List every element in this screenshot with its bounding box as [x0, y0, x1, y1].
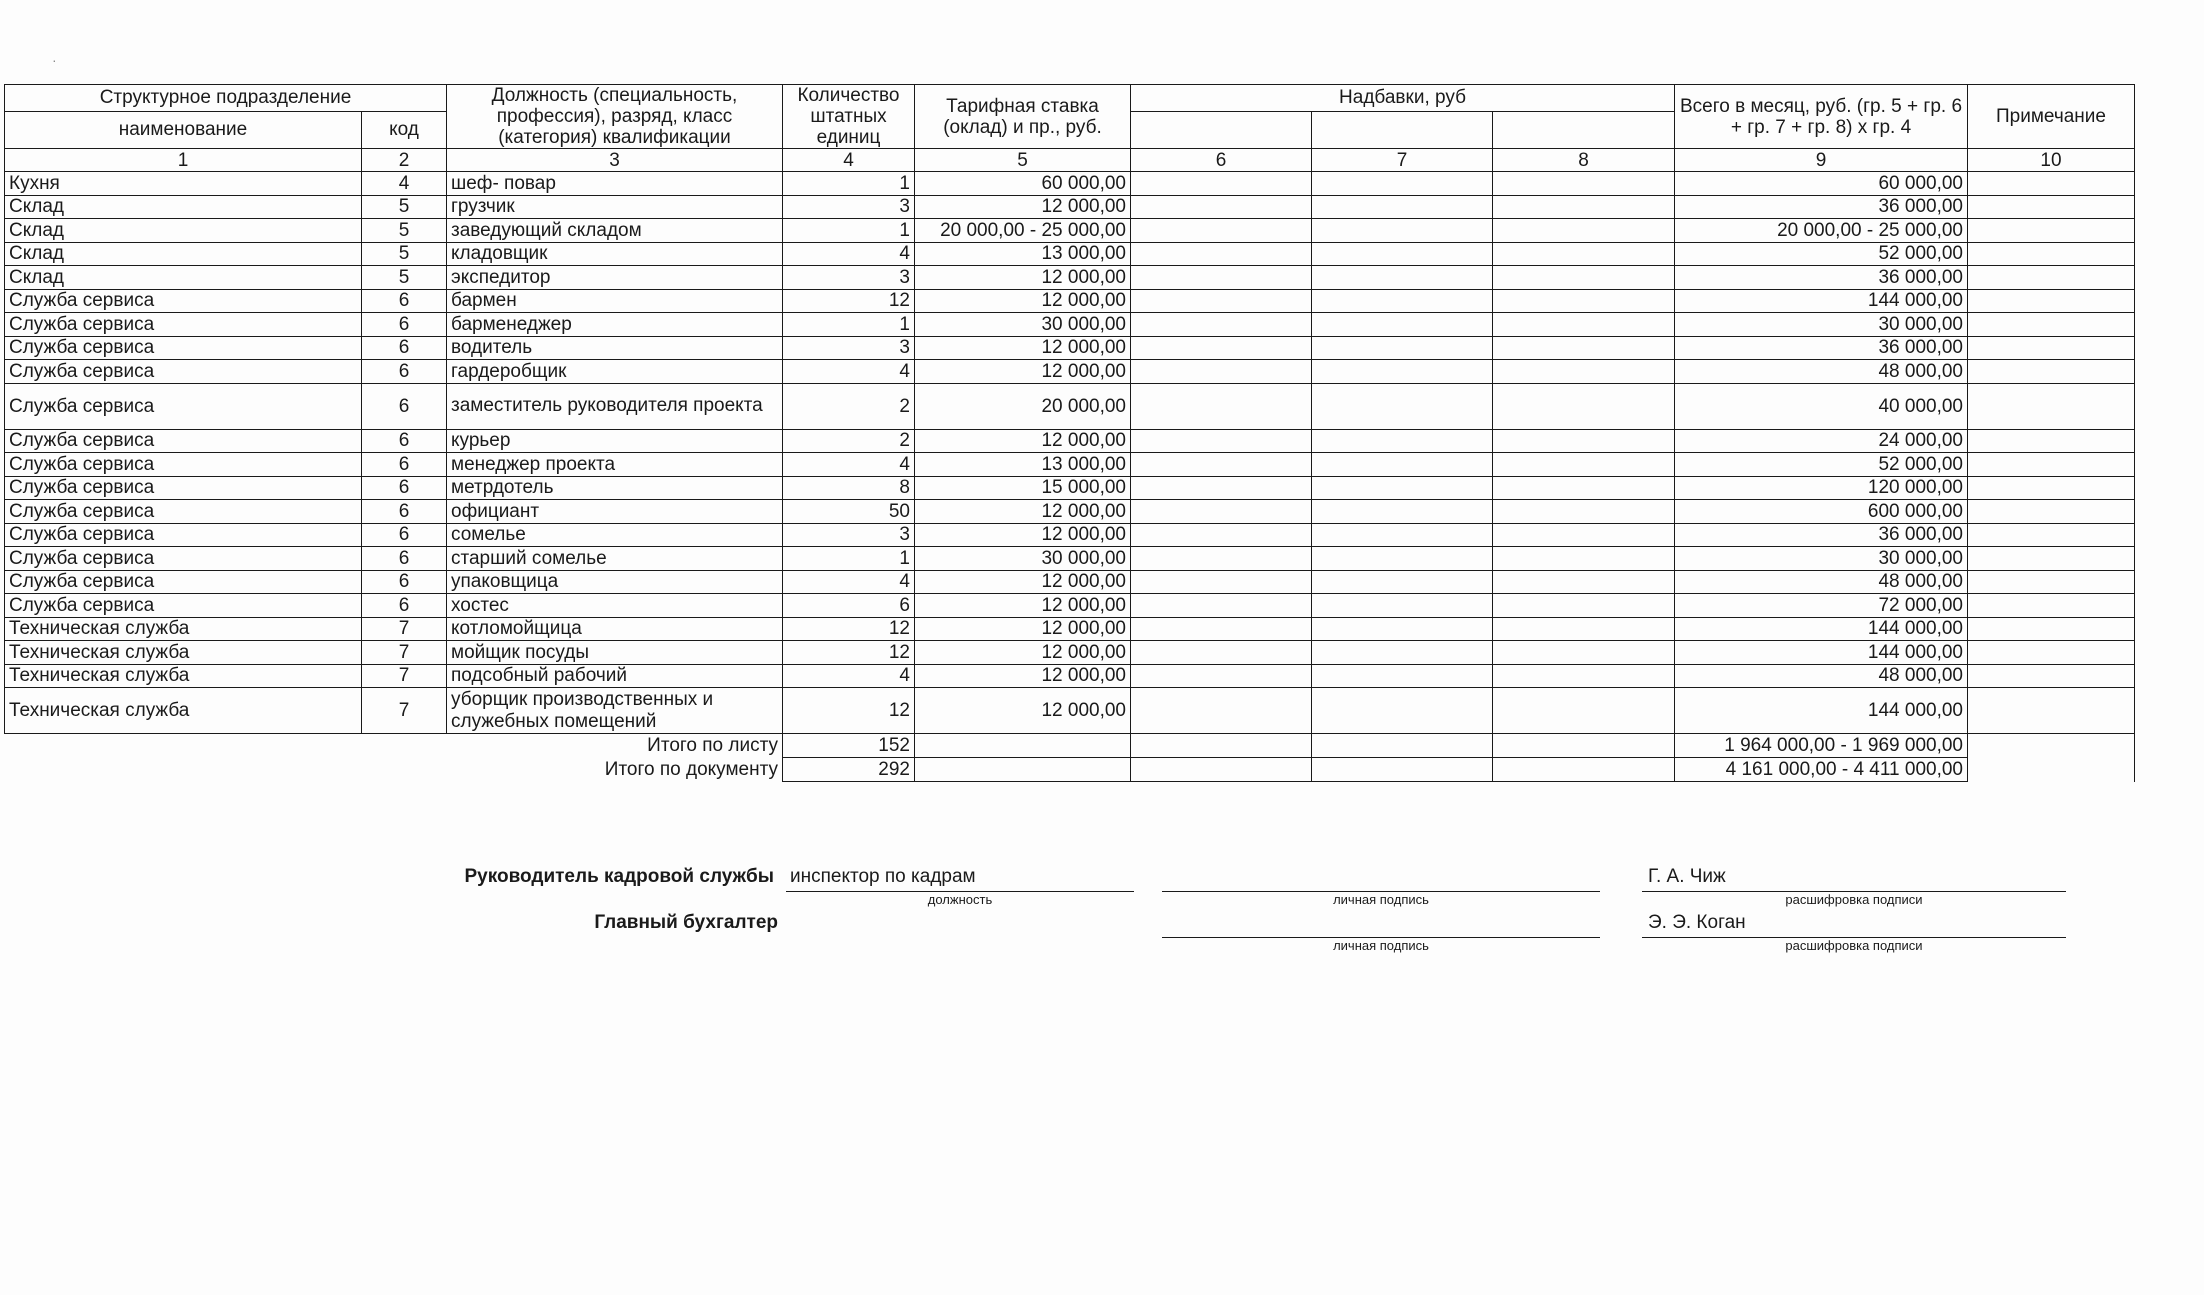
allowance-cell	[1493, 570, 1675, 594]
allowance-cell	[1493, 476, 1675, 500]
total-cell: 36 000,00	[1675, 336, 1968, 360]
rate-cell: 12 000,00	[915, 617, 1131, 641]
count-cell: 3	[783, 523, 915, 547]
position-cell: хостес	[447, 594, 783, 618]
total-cell: 48 000,00	[1675, 360, 1968, 384]
dept-code-cell: 4	[362, 172, 447, 196]
totals-count: 152	[783, 734, 915, 758]
column-number: 4	[783, 149, 915, 172]
rate-cell: 12 000,00	[915, 429, 1131, 453]
note-cell	[1968, 453, 2135, 477]
allowance-cell	[1493, 547, 1675, 571]
position-cell: уборщик производственных и служебных помещений	[447, 688, 783, 734]
position-cell: гардеробщик	[447, 360, 783, 384]
count-cell: 8	[783, 476, 915, 500]
dept-code-cell: 5	[362, 219, 447, 243]
rate-cell: 12 000,00	[915, 195, 1131, 219]
allowance-cell	[1312, 266, 1493, 290]
totals-note-empty	[1968, 734, 2135, 758]
totals-rate-empty	[915, 758, 1131, 782]
totals-allowance-empty	[1493, 758, 1675, 782]
header-allowance-cell	[1131, 111, 1312, 148]
total-cell: 40 000,00	[1675, 383, 1968, 429]
allowance-cell	[1493, 219, 1675, 243]
allowance-cell	[1312, 453, 1493, 477]
dept-name-cell: Служба сервиса	[5, 453, 362, 477]
count-cell: 4	[783, 570, 915, 594]
allowance-cell	[1312, 664, 1493, 688]
totals-rate-empty	[915, 734, 1131, 758]
allowance-cell	[1131, 313, 1312, 337]
note-cell	[1968, 383, 2135, 429]
table-row	[5, 523, 2135, 547]
rate-cell: 12 000,00	[915, 570, 1131, 594]
allowance-cell	[1493, 688, 1675, 734]
dept-code-cell: 6	[362, 289, 447, 313]
total-cell: 48 000,00	[1675, 664, 1968, 688]
dept-code-cell: 5	[362, 266, 447, 290]
total-cell: 30 000,00	[1675, 547, 1968, 571]
count-cell: 50	[783, 500, 915, 524]
note-cell	[1968, 570, 2135, 594]
allowance-cell	[1312, 313, 1493, 337]
dept-code-cell: 6	[362, 547, 447, 571]
allowance-cell	[1493, 172, 1675, 196]
note-cell	[1968, 195, 2135, 219]
position-cell: водитель	[447, 336, 783, 360]
dept-name-cell: Склад	[5, 266, 362, 290]
column-number: 6	[1131, 149, 1312, 172]
dept-code-cell: 5	[362, 195, 447, 219]
position-cell: официант	[447, 500, 783, 524]
allowance-cell	[1131, 383, 1312, 429]
allowance-cell	[1493, 336, 1675, 360]
allowance-cell	[1493, 500, 1675, 524]
acc-name-caption: расшифровка подписи	[1785, 938, 1923, 953]
count-cell: 2	[783, 383, 915, 429]
allowance-cell	[1493, 429, 1675, 453]
dept-name-cell: Кухня	[5, 172, 362, 196]
allowance-cell	[1131, 336, 1312, 360]
rate-cell: 12 000,00	[915, 289, 1131, 313]
allowance-cell	[1312, 289, 1493, 313]
column-number: 8	[1493, 149, 1675, 172]
count-cell: 12	[783, 617, 915, 641]
column-number: 10	[1968, 149, 2135, 172]
rate-cell: 30 000,00	[915, 547, 1131, 571]
allowance-cell	[1312, 500, 1493, 524]
dept-code-cell: 6	[362, 594, 447, 618]
total-cell: 48 000,00	[1675, 570, 1968, 594]
position-cell: заведующий складом	[447, 219, 783, 243]
allowance-cell	[1493, 641, 1675, 665]
total-cell: 144 000,00	[1675, 688, 1968, 734]
total-cell: 30 000,00	[1675, 313, 1968, 337]
allowance-cell	[1493, 453, 1675, 477]
table-row	[5, 476, 2135, 500]
hr-name-caption: расшифровка подписи	[1785, 892, 1923, 907]
table-row	[5, 360, 2135, 384]
allowance-cell	[1131, 360, 1312, 384]
table-row	[5, 429, 2135, 453]
allowance-cell	[1131, 617, 1312, 641]
note-cell	[1968, 523, 2135, 547]
totals-row	[5, 734, 2135, 758]
allowance-cell	[1131, 429, 1312, 453]
allowance-cell	[1131, 453, 1312, 477]
note-cell	[1968, 242, 2135, 266]
header-position: Должность (специальность, профессия), разряд, класс (категория) квалификации	[447, 85, 783, 149]
rate-cell: 13 000,00	[915, 453, 1131, 477]
allowance-cell	[1131, 594, 1312, 618]
allowance-cell	[1312, 360, 1493, 384]
chief-accountant-label: Главный бухгалтер	[594, 912, 778, 933]
dept-code-cell: 5	[362, 242, 447, 266]
scan-speck: ·	[52, 52, 57, 68]
allowance-cell	[1131, 242, 1312, 266]
position-cell: кладовщик	[447, 242, 783, 266]
rate-cell: 15 000,00	[915, 476, 1131, 500]
rate-cell: 12 000,00	[915, 523, 1131, 547]
note-cell	[1968, 664, 2135, 688]
allowance-cell	[1312, 242, 1493, 266]
count-cell: 12	[783, 641, 915, 665]
dept-code-cell: 6	[362, 453, 447, 477]
dept-name-cell: Служба сервиса	[5, 289, 362, 313]
allowance-cell	[1493, 242, 1675, 266]
dept-name-cell: Служба сервиса	[5, 313, 362, 337]
dept-code-cell: 6	[362, 360, 447, 384]
count-cell: 1	[783, 172, 915, 196]
table-row	[5, 453, 2135, 477]
count-cell: 12	[783, 688, 915, 734]
count-cell: 3	[783, 266, 915, 290]
dept-code-cell: 6	[362, 336, 447, 360]
column-number: 3	[447, 149, 783, 172]
allowance-cell	[1131, 641, 1312, 665]
total-cell: 144 000,00	[1675, 289, 1968, 313]
note-cell	[1968, 172, 2135, 196]
hr-signature-caption: личная подпись	[1333, 892, 1429, 907]
allowance-cell	[1131, 172, 1312, 196]
hr-head-label: Руководитель кадровой службы	[464, 866, 774, 887]
note-cell	[1968, 641, 2135, 665]
dept-code-cell: 7	[362, 641, 447, 665]
totals-label: Итого по документу	[604, 759, 778, 780]
allowance-cell	[1493, 266, 1675, 290]
total-cell: 144 000,00	[1675, 617, 1968, 641]
count-cell: 1	[783, 313, 915, 337]
total-cell: 72 000,00	[1675, 594, 1968, 618]
rate-cell: 12 000,00	[915, 594, 1131, 618]
note-cell	[1968, 219, 2135, 243]
position-cell: барменеджер	[447, 313, 783, 337]
table-row	[5, 570, 2135, 594]
allowance-cell	[1312, 172, 1493, 196]
position-cell: мойщик посуды	[447, 641, 783, 665]
dept-name-cell: Служба сервиса	[5, 360, 362, 384]
total-cell: 60 000,00	[1675, 172, 1968, 196]
total-cell: 144 000,00	[1675, 641, 1968, 665]
totals-allowance-empty	[1131, 734, 1312, 758]
allowance-cell	[1131, 688, 1312, 734]
table-row	[5, 688, 2135, 734]
allowance-cell	[1312, 476, 1493, 500]
dept-code-cell: 7	[362, 617, 447, 641]
note-cell	[1968, 289, 2135, 313]
table-row	[5, 266, 2135, 290]
column-number: 7	[1312, 149, 1493, 172]
totals-label: Итого по листу	[647, 735, 778, 757]
rate-cell: 12 000,00	[915, 500, 1131, 524]
dept-code-cell: 6	[362, 429, 447, 453]
acc-name-value: Э. Э. Коган	[1648, 912, 1746, 933]
allowance-cell	[1493, 594, 1675, 618]
rate-cell: 12 000,00	[915, 688, 1131, 734]
rate-cell: 12 000,00	[915, 641, 1131, 665]
count-cell: 6	[783, 594, 915, 618]
position-cell: грузчик	[447, 195, 783, 219]
dept-name-cell: Служба сервиса	[5, 523, 362, 547]
allowance-cell	[1312, 547, 1493, 571]
total-cell: 52 000,00	[1675, 242, 1968, 266]
allowance-cell	[1131, 266, 1312, 290]
note-cell	[1968, 429, 2135, 453]
count-cell: 1	[783, 219, 915, 243]
acc-signature-caption: личная подпись	[1333, 938, 1429, 953]
totals-allowance-empty	[1131, 758, 1312, 782]
count-cell: 1	[783, 547, 915, 571]
allowance-cell	[1312, 688, 1493, 734]
dept-name-cell: Служба сервиса	[5, 594, 362, 618]
column-number: 5	[915, 149, 1131, 172]
header-dept-code: код	[362, 111, 447, 148]
note-cell	[1968, 360, 2135, 384]
allowance-cell	[1312, 219, 1493, 243]
position-cell: экспедитор	[447, 266, 783, 290]
note-cell	[1968, 266, 2135, 290]
table-row	[5, 641, 2135, 665]
note-cell	[1968, 313, 2135, 337]
count-cell: 4	[783, 360, 915, 384]
allowance-cell	[1493, 383, 1675, 429]
column-number: 2	[362, 149, 447, 172]
rate-cell: 13 000,00	[915, 242, 1131, 266]
dept-name-cell: Склад	[5, 242, 362, 266]
total-cell: 24 000,00	[1675, 429, 1968, 453]
table-row	[5, 500, 2135, 524]
note-cell	[1968, 500, 2135, 524]
totals-allowance-empty	[1312, 734, 1493, 758]
dept-code-cell: 6	[362, 383, 447, 429]
dept-name-cell: Техническая служба	[5, 617, 362, 641]
header-allowances: Надбавки, руб	[1131, 85, 1675, 112]
header-allowance-cell	[1312, 111, 1493, 148]
allowance-cell	[1131, 570, 1312, 594]
total-cell: 52 000,00	[1675, 453, 1968, 477]
total-cell: 20 000,00 - 25 000,00	[1675, 219, 1968, 243]
totals-total: 1 964 000,00 - 1 969 000,00	[1675, 734, 1968, 758]
dept-name-cell: Служба сервиса	[5, 336, 362, 360]
allowance-cell	[1131, 289, 1312, 313]
dept-name-cell: Служба сервиса	[5, 476, 362, 500]
dept-name-cell: Служба сервиса	[5, 547, 362, 571]
dept-name-cell: Склад	[5, 195, 362, 219]
position-cell: курьер	[447, 429, 783, 453]
column-number: 9	[1675, 149, 1968, 172]
totals-total: 4 161 000,00 - 4 411 000,00	[1675, 758, 1968, 782]
note-cell	[1968, 476, 2135, 500]
header-total: Всего в месяц, руб. (гр. 5 + гр. 6 + гр. 7 + гр. 8) х гр. 4	[1675, 85, 1968, 149]
position-cell: бармен	[447, 289, 783, 313]
allowance-cell	[1312, 429, 1493, 453]
header-note: Примечание	[1968, 85, 2135, 149]
position-cell: заместитель руководителя проекта	[447, 383, 783, 429]
column-number: 1	[5, 149, 362, 172]
column-numbers-row	[5, 149, 2135, 172]
allowance-cell	[1312, 641, 1493, 665]
dept-code-cell: 6	[362, 570, 447, 594]
position-cell: метрдотель	[447, 476, 783, 500]
count-cell: 3	[783, 195, 915, 219]
allowance-cell	[1493, 313, 1675, 337]
rate-cell: 20 000,00 - 25 000,00	[915, 219, 1131, 243]
dept-code-cell: 6	[362, 313, 447, 337]
dept-name-cell: Служба сервиса	[5, 570, 362, 594]
allowance-cell	[1493, 523, 1675, 547]
table-row	[5, 242, 2135, 266]
allowance-cell	[1312, 617, 1493, 641]
note-cell	[1968, 617, 2135, 641]
dept-name-cell: Техническая служба	[5, 664, 362, 688]
count-cell: 4	[783, 664, 915, 688]
dept-name-cell: Техническая служба	[5, 688, 362, 734]
allowance-cell	[1131, 500, 1312, 524]
note-cell	[1968, 336, 2135, 360]
dept-code-cell: 6	[362, 476, 447, 500]
table-row	[5, 313, 2135, 337]
header-count: Количество штатных единиц	[783, 85, 915, 149]
note-cell	[1968, 547, 2135, 571]
allowance-cell	[1312, 570, 1493, 594]
allowance-cell	[1131, 523, 1312, 547]
position-cell: старший сомелье	[447, 547, 783, 571]
staffing-table	[4, 84, 2135, 782]
position-cell: подсобный рабочий	[447, 664, 783, 688]
hr-position-caption: должность	[927, 892, 993, 907]
dept-code-cell: 7	[362, 664, 447, 688]
allowance-cell	[1131, 219, 1312, 243]
note-cell	[1968, 688, 2135, 734]
position-cell: шеф- повар	[447, 172, 783, 196]
position-cell: сомелье	[447, 523, 783, 547]
table-row	[5, 547, 2135, 571]
total-cell: 36 000,00	[1675, 195, 1968, 219]
totals-note-empty	[1968, 758, 2135, 782]
rate-cell: 12 000,00	[915, 664, 1131, 688]
allowance-cell	[1131, 476, 1312, 500]
position-cell: упаковщица	[447, 570, 783, 594]
rate-cell: 12 000,00	[915, 336, 1131, 360]
position-cell: котломойщица	[447, 617, 783, 641]
allowance-cell	[1312, 195, 1493, 219]
dept-code-cell: 7	[362, 688, 447, 734]
table-row	[5, 617, 2135, 641]
count-cell: 4	[783, 242, 915, 266]
note-cell	[1968, 594, 2135, 618]
count-cell: 3	[783, 336, 915, 360]
hr-name-value: Г. А. Чиж	[1648, 866, 1726, 887]
table-row	[5, 289, 2135, 313]
count-cell: 4	[783, 453, 915, 477]
position-cell: менеджер проекта	[447, 453, 783, 477]
allowance-cell	[1131, 664, 1312, 688]
header-rate: Тарифная ставка (оклад) и пр., руб.	[915, 85, 1131, 149]
rate-cell: 20 000,00	[915, 383, 1131, 429]
table-row	[5, 195, 2135, 219]
allowance-cell	[1312, 523, 1493, 547]
allowance-cell	[1493, 664, 1675, 688]
rate-cell: 12 000,00	[915, 360, 1131, 384]
totals-count: 292	[783, 758, 915, 782]
total-cell: 600 000,00	[1675, 500, 1968, 524]
allowance-cell	[1312, 594, 1493, 618]
table-row	[5, 336, 2135, 360]
total-cell: 36 000,00	[1675, 266, 1968, 290]
table-row	[5, 219, 2135, 243]
table-row	[5, 664, 2135, 688]
header-row-1	[5, 85, 2135, 112]
allowance-cell	[1493, 360, 1675, 384]
allowance-cell	[1131, 195, 1312, 219]
total-cell: 120 000,00	[1675, 476, 1968, 500]
dept-name-cell: Склад	[5, 219, 362, 243]
header-dept-group: Структурное подразделение	[5, 85, 447, 112]
dept-code-cell: 6	[362, 523, 447, 547]
table-row	[5, 172, 2135, 196]
dept-name-cell: Служба сервиса	[5, 500, 362, 524]
table-row	[5, 383, 2135, 429]
count-cell: 12	[783, 289, 915, 313]
allowance-cell	[1493, 195, 1675, 219]
totals-allowance-empty	[1493, 734, 1675, 758]
allowance-cell	[1312, 383, 1493, 429]
table-row	[5, 594, 2135, 618]
hr-position-value: инспектор по кадрам	[790, 866, 976, 887]
totals-row	[5, 758, 2135, 782]
dept-name-cell: Служба сервиса	[5, 429, 362, 453]
rate-cell: 12 000,00	[915, 266, 1131, 290]
rate-cell: 60 000,00	[915, 172, 1131, 196]
dept-name-cell: Служба сервиса	[5, 383, 362, 429]
allowance-cell	[1312, 336, 1493, 360]
total-cell: 36 000,00	[1675, 523, 1968, 547]
allowance-cell	[1131, 547, 1312, 571]
dept-name-cell: Техническая служба	[5, 641, 362, 665]
rate-cell: 30 000,00	[915, 313, 1131, 337]
allowance-cell	[1493, 289, 1675, 313]
dept-code-cell: 6	[362, 500, 447, 524]
count-cell: 2	[783, 429, 915, 453]
header-dept-name: наименование	[5, 111, 362, 148]
allowance-cell	[1493, 617, 1675, 641]
totals-allowance-empty	[1312, 758, 1493, 782]
header-allowance-cell	[1493, 111, 1675, 148]
